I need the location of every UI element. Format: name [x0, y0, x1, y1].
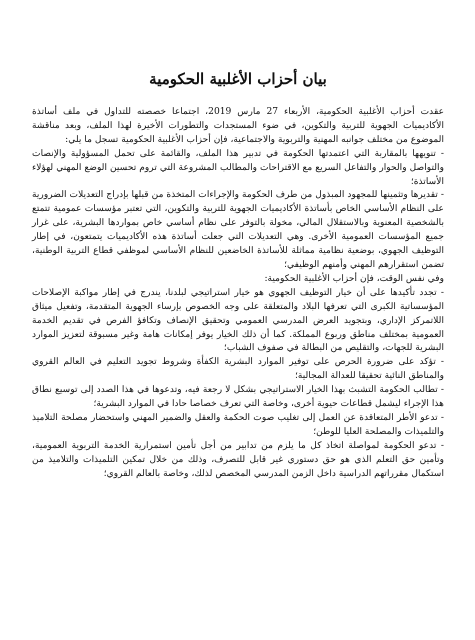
- bullet-paragraph: - تطالب الحكومة التشبث بهذا الخيار الاستراتيجي بشكل لا رجعة فيه، وتدعوها في هذا الصدد إلى توسيع نطاق هذا الإجراء ليشمل قطاعات حيوية أخرى، وخاصة التي تعرف خصاصا حادا في الموارد البشرية؛: [32, 385, 444, 410]
- bullet-paragraph: - تدعو الحكومة لمواصلة اتخاذ كل ما يلزم من تدابير من أجل تأمين استمرارية الخدمة التربوية العمومية، وتأمين حق التعلم الذي هو حق دستوري غير قابل للتصرف، وذلك من خلال تمكين التلميذات والتلاميذ من استكمال مقرراتهم الدراسية داخل الزمن المدرسي المخصص لذلك، وخاصة بالعالم القروي؛: [32, 440, 444, 479]
- document-body: [32, 106, 444, 481]
- bullet-paragraph: - تقديرها وتثمينها للمجهود المبذول من طرف الحكومة والإجراءات المتخذة من قبلها بإدراج التعديلات الضرورية على النظام الأساسي الخاص بأساتذة الأكاديميات الجهوية للتربية والتكوين، التي تعتبر مؤسسات عمومية تتمتع بالشخصية المعنوية وبالاستقلال المالي، مخولة بالتوفر على نظام أساسي خاص بمواردها البشرية، على غرار جميع المؤسسات العمومية الأخرى. وهي التعديلات التي جعلت أساتذة هذه الأكاديميات يتمتعون، في إطار التوظيف الجهوي، بوضعية نظامية مماثلة للأساتذة الخاضعين للنظام الأساسي لموظفي قطاع التربية الوطنية، تضمن استقرارهم المهني وأمنهم الوظيفي؛: [32, 190, 444, 270]
- bullet-paragraph: - تؤكد على ضرورة الحرص على توفير الموارد البشرية الكفأة وشروط تجويد التعليم في العالم القروي والمناطق النائية تحقيقا للعدالة المجالية؛: [32, 357, 444, 382]
- transition-paragraph: وفي نفس الوقت، فإن أحزاب الأغلبية الحكومية:: [264, 273, 444, 284]
- bullet-paragraph: - تجدد تأكيدها على أن خيار التوظيف الجهوي هو خيار استراتيجي لبلدنا، يندرج في إطار مواكبة الإصلاحات المؤسساتية الكبرى التي تعرفها البلاد والمتعلقة على وجه الخصوص بإرساء الجهوية المتقدمة، وتفعيل ميثاق اللاتمركز الإداري، وبتجويد العرض المدرسي العمومي وتحقيق الإنصاف وتكافؤ الفرص في تقديم الخدمة العمومية بمختلف مناطق وربوع المملكة. كما أن ذلك الخيار يوفر إمكانات هامة وغير مسبوقة لتعزيز الموارد البشرية للجهات، والتقليص من البطالة في صفوف الشباب؛: [32, 287, 444, 354]
- bullet-paragraph: - تنويهها بالمقاربة التي اعتمدتها الحكومة في تدبير هذا الملف، والقائمة على تحمل المسؤولية والإنصات والتواصل والحوار والتفاعل السريع مع الاقتراحات والمطالب المشروعة التي تروم تحسين الوضع المهني لهؤلاء الأساتذة؛: [32, 148, 444, 187]
- intro-paragraph: عقدت أحزاب الأغلبية الحكومية، الأربعاء 27 مارس 2019، اجتماعا خصصته للتداول في ملف أساتذة الأكاديميات الجهوية للتربية والتكوين، في ضوء المستجدات والتطورات الأخيرة لهذا الملف، وبعد مناقشة الموضوع من مختلف جوانبه المهنية والتربوية والاجتماعية، فإن أحزاب الأغلبية الحكومية تسجل ما يلي:: [32, 107, 445, 145]
- document-title: بيان أحزاب الأغلبية الحكومية: [149, 70, 327, 88]
- bullet-paragraph: - تدعو الأطر المتعاقدة عن العمل إلى تغليب صوت الحكمة والعقل والضمير المهني واستحضار مصلحة التلاميذ والتلميذات والمصلحة العليا للوطن؛: [32, 412, 444, 437]
